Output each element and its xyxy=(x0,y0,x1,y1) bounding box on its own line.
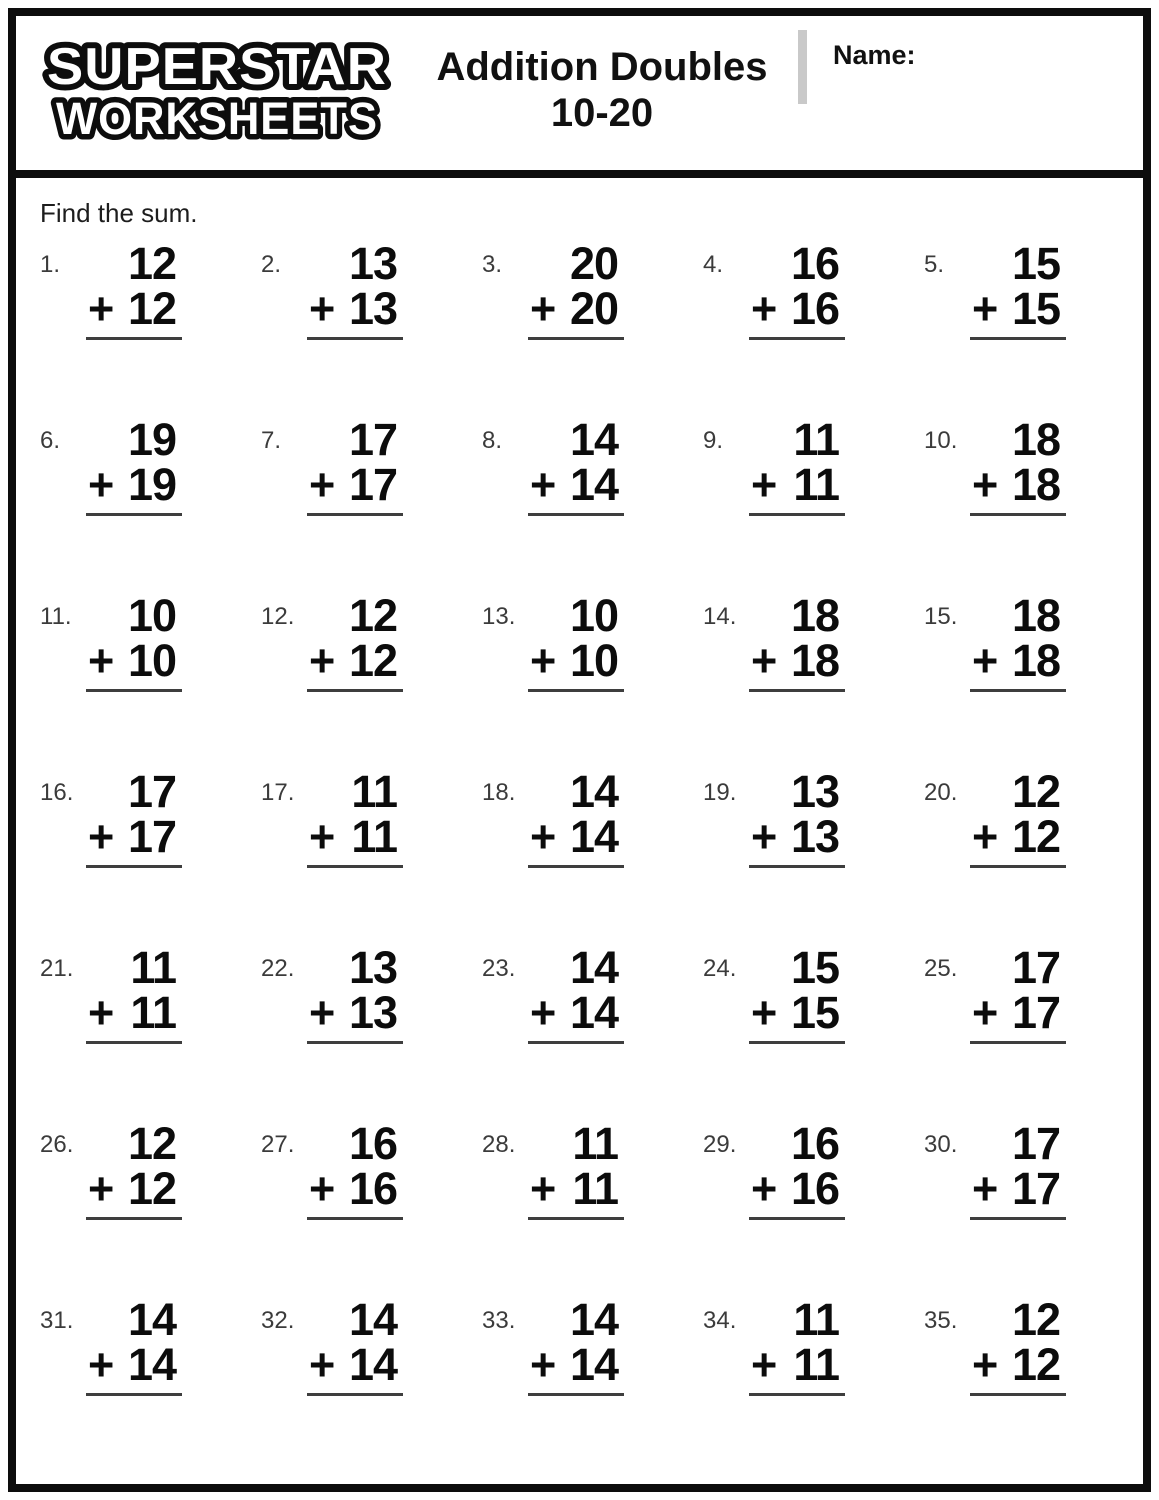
problem-number: 2. xyxy=(261,251,282,278)
answer-line xyxy=(749,1217,845,1220)
problem xyxy=(482,1294,703,1473)
addend-bottom: 15 xyxy=(790,987,839,1038)
addend-bottom-row xyxy=(528,459,624,510)
problem-number: 33. xyxy=(482,1307,516,1334)
addend-bottom: 18 xyxy=(1011,459,1060,510)
addend-bottom: 14 xyxy=(569,987,618,1038)
addend-bottom-row xyxy=(970,1163,1066,1214)
problem-body xyxy=(749,1294,845,1396)
plus-sign: + xyxy=(309,811,335,862)
addend-bottom-row xyxy=(970,459,1066,510)
answer-line xyxy=(528,337,624,340)
problem-body xyxy=(86,1118,182,1220)
problem xyxy=(261,766,482,945)
problem xyxy=(482,766,703,945)
problem-number: 3. xyxy=(482,251,503,278)
addend-bottom-row xyxy=(307,811,403,862)
plus-sign: + xyxy=(751,635,777,686)
problem-body xyxy=(970,1118,1066,1220)
addend-bottom-row xyxy=(528,987,624,1038)
problem-body xyxy=(86,942,182,1044)
problem-body xyxy=(307,1294,403,1396)
problem-number: 22. xyxy=(261,955,295,982)
answer-line xyxy=(749,1041,845,1044)
name-label: Name: xyxy=(833,40,916,70)
problem-number: 35. xyxy=(924,1307,958,1334)
addend-bottom-row xyxy=(307,1163,403,1214)
addend-top: 12 xyxy=(1011,1294,1060,1345)
addend-top: 17 xyxy=(127,766,176,817)
problem-number: 34. xyxy=(703,1307,737,1334)
page-title-line1: Addition Doubles xyxy=(436,45,768,89)
problem-body xyxy=(749,1118,845,1220)
addend-top: 13 xyxy=(348,238,397,289)
addend-bottom-row xyxy=(307,1339,403,1390)
problem-number: 32. xyxy=(261,1307,295,1334)
addend-top: 11 xyxy=(351,766,397,817)
answer-line xyxy=(528,865,624,868)
addend-top: 15 xyxy=(790,942,839,993)
addend-bottom-row xyxy=(970,635,1066,686)
problem-body xyxy=(307,942,403,1044)
addend-bottom-row xyxy=(528,811,624,862)
problem xyxy=(924,766,1145,945)
problem-body xyxy=(86,414,182,516)
problem-number: 7. xyxy=(261,427,282,454)
addend-top: 13 xyxy=(348,942,397,993)
addend-bottom: 16 xyxy=(790,1163,839,1214)
addend-top: 13 xyxy=(790,766,839,817)
worksheet-page xyxy=(8,8,1151,1492)
problem-number: 18. xyxy=(482,779,516,806)
answer-line xyxy=(307,865,403,868)
answer-line xyxy=(86,689,182,692)
problem xyxy=(703,766,924,945)
addend-bottom-row xyxy=(86,811,182,862)
answer-line xyxy=(749,1393,845,1396)
answer-line xyxy=(970,337,1066,340)
addend-bottom-row xyxy=(528,635,624,686)
addend-bottom: 12 xyxy=(1011,811,1060,862)
answer-line xyxy=(86,1393,182,1396)
problem xyxy=(261,1118,482,1297)
addend-bottom-row xyxy=(86,987,182,1038)
problem-number: 5. xyxy=(924,251,945,278)
plus-sign: + xyxy=(972,1163,998,1214)
answer-line xyxy=(749,865,845,868)
addend-top: 14 xyxy=(569,942,618,993)
plus-sign: + xyxy=(88,1339,114,1390)
addend-bottom: 16 xyxy=(348,1163,397,1214)
addend-top: 16 xyxy=(790,1118,839,1169)
problem-body xyxy=(307,766,403,868)
problem-body xyxy=(86,766,182,868)
addend-top: 20 xyxy=(569,238,618,289)
plus-sign: + xyxy=(972,459,998,510)
problem xyxy=(40,238,261,417)
problem-number: 17. xyxy=(261,779,295,806)
problem xyxy=(703,414,924,593)
answer-line xyxy=(86,1041,182,1044)
addend-bottom: 13 xyxy=(348,283,397,334)
addend-bottom-row xyxy=(307,459,403,510)
problem xyxy=(261,414,482,593)
plus-sign: + xyxy=(88,635,114,686)
addend-bottom-row xyxy=(86,1163,182,1214)
addend-bottom-row xyxy=(970,811,1066,862)
problem-body xyxy=(86,238,182,340)
problem-body xyxy=(528,590,624,692)
addend-bottom-row xyxy=(307,283,403,334)
problem xyxy=(703,590,924,769)
answer-line xyxy=(970,865,1066,868)
addend-top: 14 xyxy=(569,766,618,817)
addend-bottom-row xyxy=(970,283,1066,334)
plus-sign: + xyxy=(309,635,335,686)
problem-body xyxy=(749,590,845,692)
addend-bottom: 19 xyxy=(127,459,176,510)
addend-top: 11 xyxy=(793,1294,839,1345)
plus-sign: + xyxy=(530,283,556,334)
addend-bottom: 10 xyxy=(569,635,618,686)
problem-number: 16. xyxy=(40,779,74,806)
addend-bottom: 15 xyxy=(1011,283,1060,334)
problem-number: 19. xyxy=(703,779,737,806)
problem-number: 10. xyxy=(924,427,958,454)
logo-container xyxy=(34,32,406,159)
problem-number: 20. xyxy=(924,779,958,806)
problem-body xyxy=(970,942,1066,1044)
addend-top: 14 xyxy=(569,1294,618,1345)
problem-number: 27. xyxy=(261,1131,295,1158)
plus-sign: + xyxy=(530,1339,556,1390)
addend-top: 16 xyxy=(790,238,839,289)
addend-bottom: 12 xyxy=(127,1163,176,1214)
plus-sign: + xyxy=(751,1339,777,1390)
addend-bottom-row xyxy=(749,1339,845,1390)
plus-sign: + xyxy=(309,459,335,510)
plus-sign: + xyxy=(972,635,998,686)
problem xyxy=(40,1118,261,1297)
answer-line xyxy=(528,689,624,692)
plus-sign: + xyxy=(972,283,998,334)
problem-number: 12. xyxy=(261,603,295,630)
name-field-area xyxy=(807,16,1143,71)
plus-sign: + xyxy=(530,635,556,686)
addend-bottom-row xyxy=(749,283,845,334)
addend-bottom-row xyxy=(86,459,182,510)
problem-body xyxy=(749,942,845,1044)
plus-sign: + xyxy=(88,283,114,334)
problem xyxy=(261,1294,482,1473)
plus-sign: + xyxy=(530,811,556,862)
problem-body xyxy=(528,414,624,516)
plus-sign: + xyxy=(751,811,777,862)
addend-bottom: 14 xyxy=(569,1339,618,1390)
answer-line xyxy=(749,513,845,516)
plus-sign: + xyxy=(751,283,777,334)
problem xyxy=(261,942,482,1121)
instructions-text: Find the sum. xyxy=(40,198,198,228)
addend-bottom: 12 xyxy=(1011,1339,1060,1390)
problem-number: 9. xyxy=(703,427,724,454)
answer-line xyxy=(970,1217,1066,1220)
problem-number: 1. xyxy=(40,251,61,278)
plus-sign: + xyxy=(530,987,556,1038)
addend-bottom: 20 xyxy=(569,283,618,334)
addend-bottom-row xyxy=(528,283,624,334)
problem-number: 6. xyxy=(40,427,61,454)
answer-line xyxy=(970,513,1066,516)
addend-bottom-row xyxy=(86,635,182,686)
addend-bottom: 11 xyxy=(130,987,176,1038)
problem xyxy=(924,590,1145,769)
problem xyxy=(924,942,1145,1121)
plus-sign: + xyxy=(309,283,335,334)
problem xyxy=(40,766,261,945)
plus-sign: + xyxy=(751,459,777,510)
problem-body xyxy=(528,1118,624,1220)
plus-sign: + xyxy=(972,1339,998,1390)
problem-number: 14. xyxy=(703,603,737,630)
problem-number: 24. xyxy=(703,955,737,982)
problem-number: 13. xyxy=(482,603,516,630)
answer-line xyxy=(528,1041,624,1044)
addend-bottom: 17 xyxy=(348,459,397,510)
problem xyxy=(482,238,703,417)
addend-top: 10 xyxy=(569,590,618,641)
problem xyxy=(482,414,703,593)
problem xyxy=(703,238,924,417)
addend-bottom: 11 xyxy=(793,459,839,510)
answer-line xyxy=(86,513,182,516)
addend-bottom: 13 xyxy=(348,987,397,1038)
addend-bottom: 18 xyxy=(790,635,839,686)
problem xyxy=(482,1118,703,1297)
addend-bottom: 11 xyxy=(351,811,397,862)
addend-bottom-row xyxy=(749,987,845,1038)
problem-body xyxy=(307,414,403,516)
page-title xyxy=(406,44,798,136)
addend-top: 18 xyxy=(1011,414,1060,465)
addend-top: 11 xyxy=(572,1118,618,1169)
addend-bottom: 18 xyxy=(1011,635,1060,686)
addend-bottom-row xyxy=(86,283,182,334)
plus-sign: + xyxy=(751,987,777,1038)
addend-bottom: 17 xyxy=(127,811,176,862)
answer-line xyxy=(970,1041,1066,1044)
problem-body xyxy=(970,766,1066,868)
addend-bottom-row xyxy=(749,811,845,862)
addend-top: 14 xyxy=(348,1294,397,1345)
addend-top: 18 xyxy=(1011,590,1060,641)
plus-sign: + xyxy=(972,811,998,862)
problem-body xyxy=(749,238,845,340)
problem-number: 23. xyxy=(482,955,516,982)
addend-top: 11 xyxy=(130,942,176,993)
name-divider-bar xyxy=(798,30,807,104)
superstar-worksheets-logo xyxy=(34,32,400,154)
plus-sign: + xyxy=(751,1163,777,1214)
addend-top: 18 xyxy=(790,590,839,641)
plus-sign: + xyxy=(88,811,114,862)
problem-body xyxy=(307,1118,403,1220)
problem-body xyxy=(528,238,624,340)
problem xyxy=(40,414,261,593)
problem-body xyxy=(749,414,845,516)
addend-bottom: 10 xyxy=(127,635,176,686)
problem-body xyxy=(970,1294,1066,1396)
problem-number: 31. xyxy=(40,1307,74,1334)
answer-line xyxy=(307,1393,403,1396)
addend-bottom-row xyxy=(528,1339,624,1390)
addend-bottom-row xyxy=(970,987,1066,1038)
problem-number: 30. xyxy=(924,1131,958,1158)
worksheet-header xyxy=(16,16,1143,178)
problem xyxy=(924,414,1145,593)
plus-sign: + xyxy=(530,459,556,510)
problems-section xyxy=(16,178,1143,1473)
problem xyxy=(703,1118,924,1297)
addend-bottom: 14 xyxy=(569,811,618,862)
answer-line xyxy=(970,1393,1066,1396)
problem-body xyxy=(970,238,1066,340)
problem xyxy=(261,238,482,417)
problem-body xyxy=(307,238,403,340)
addend-top: 17 xyxy=(348,414,397,465)
addend-top: 12 xyxy=(127,1118,176,1169)
addend-bottom: 16 xyxy=(790,283,839,334)
answer-line xyxy=(307,1217,403,1220)
plus-sign: + xyxy=(972,987,998,1038)
addend-top: 14 xyxy=(127,1294,176,1345)
problem-body xyxy=(528,1294,624,1396)
plus-sign: + xyxy=(309,1163,335,1214)
answer-line xyxy=(528,1393,624,1396)
addend-top: 10 xyxy=(127,590,176,641)
addend-bottom-row xyxy=(749,459,845,510)
logo-line-superstar: SUPERSTAR xyxy=(47,38,388,96)
problem-body xyxy=(86,1294,182,1396)
addend-top: 19 xyxy=(127,414,176,465)
problem xyxy=(924,1118,1145,1297)
problem-number: 26. xyxy=(40,1131,74,1158)
answer-line xyxy=(86,865,182,868)
answer-line xyxy=(749,337,845,340)
addend-top: 12 xyxy=(348,590,397,641)
addend-bottom: 12 xyxy=(348,635,397,686)
problem xyxy=(261,590,482,769)
problem-number: 8. xyxy=(482,427,503,454)
problem-number: 21. xyxy=(40,955,74,982)
answer-line xyxy=(307,513,403,516)
addend-bottom-row xyxy=(86,1339,182,1390)
problem xyxy=(924,1294,1145,1473)
plus-sign: + xyxy=(309,1339,335,1390)
addend-top: 12 xyxy=(127,238,176,289)
problems-grid xyxy=(40,238,1143,1473)
addend-bottom-row xyxy=(749,635,845,686)
addend-top: 17 xyxy=(1011,942,1060,993)
plus-sign: + xyxy=(88,987,114,1038)
addend-top: 15 xyxy=(1011,238,1060,289)
problem xyxy=(703,1294,924,1473)
problem-number: 11. xyxy=(40,603,72,630)
addend-bottom: 11 xyxy=(793,1339,839,1390)
addend-bottom: 13 xyxy=(790,811,839,862)
problem xyxy=(40,1294,261,1473)
answer-line xyxy=(528,513,624,516)
answer-line xyxy=(307,689,403,692)
addend-bottom-row xyxy=(749,1163,845,1214)
answer-line xyxy=(307,1041,403,1044)
problem-body xyxy=(749,766,845,868)
problem xyxy=(40,942,261,1121)
addend-bottom: 12 xyxy=(127,283,176,334)
addend-top: 14 xyxy=(569,414,618,465)
problem-number: 28. xyxy=(482,1131,516,1158)
addend-bottom-row xyxy=(307,635,403,686)
problem xyxy=(924,238,1145,417)
plus-sign: + xyxy=(309,987,335,1038)
logo-line-worksheets: WORKSHEETS xyxy=(56,93,378,144)
plus-sign: + xyxy=(88,1163,114,1214)
problem-body xyxy=(307,590,403,692)
problem-number: 15. xyxy=(924,603,958,630)
addend-top: 12 xyxy=(1011,766,1060,817)
addend-bottom-row xyxy=(970,1339,1066,1390)
problem xyxy=(482,590,703,769)
addend-bottom: 17 xyxy=(1011,1163,1060,1214)
problem-body xyxy=(86,590,182,692)
problem-body xyxy=(970,414,1066,516)
plus-sign: + xyxy=(530,1163,556,1214)
addend-top: 17 xyxy=(1011,1118,1060,1169)
answer-line xyxy=(86,1217,182,1220)
problem-body xyxy=(528,942,624,1044)
problem-body xyxy=(528,766,624,868)
addend-bottom: 14 xyxy=(127,1339,176,1390)
answer-line xyxy=(307,337,403,340)
addend-bottom-row xyxy=(307,987,403,1038)
addend-bottom: 14 xyxy=(348,1339,397,1390)
answer-line xyxy=(749,689,845,692)
answer-line xyxy=(528,1217,624,1220)
answer-line xyxy=(86,337,182,340)
plus-sign: + xyxy=(88,459,114,510)
problem-number: 29. xyxy=(703,1131,737,1158)
addend-bottom-row xyxy=(528,1163,624,1214)
problem xyxy=(482,942,703,1121)
problem-body xyxy=(970,590,1066,692)
problem xyxy=(40,590,261,769)
addend-bottom: 11 xyxy=(572,1163,618,1214)
answer-line xyxy=(970,689,1066,692)
problem-number: 4. xyxy=(703,251,724,278)
problem-number: 25. xyxy=(924,955,958,982)
addend-top: 16 xyxy=(348,1118,397,1169)
addend-top: 11 xyxy=(793,414,839,465)
addend-bottom: 14 xyxy=(569,459,618,510)
page-title-line2: 10-20 xyxy=(550,91,654,135)
addend-bottom: 17 xyxy=(1011,987,1060,1038)
problem xyxy=(703,942,924,1121)
